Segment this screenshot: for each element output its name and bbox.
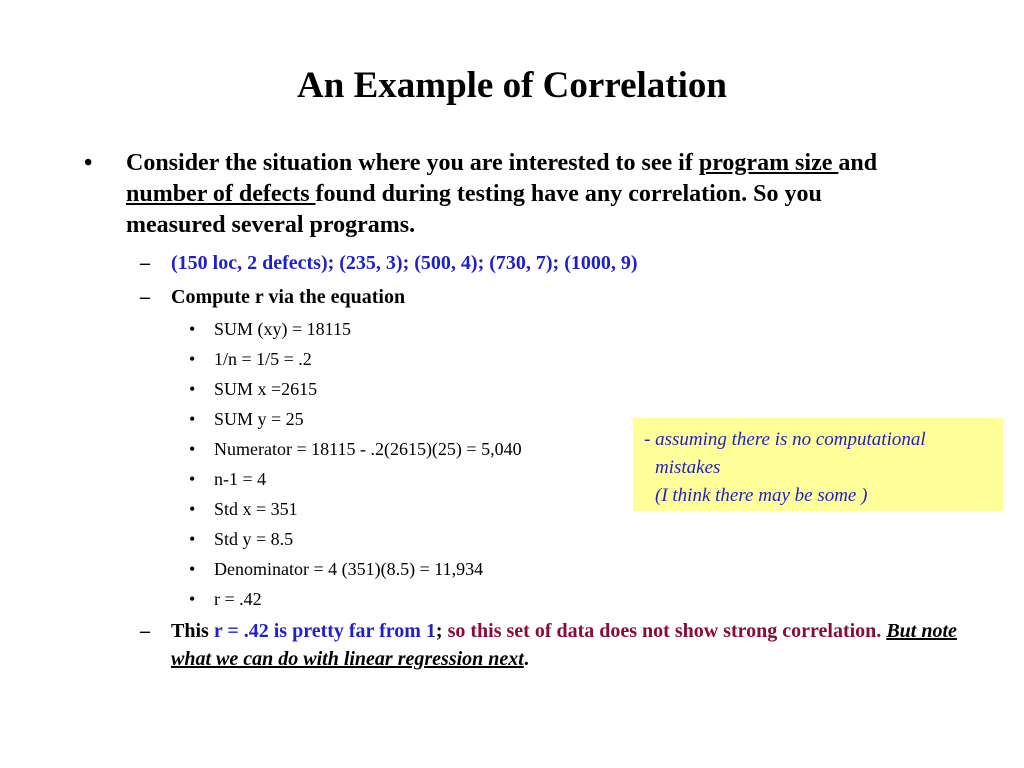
list-item-text: 1/n = 1/5 = .2 [214, 349, 312, 369]
data-points-text: (150 loc, 2 defects); (235, 3); (500, 4); (730, 7); (1000, 9) [171, 252, 638, 274]
list-item-text: SUM (xy) = 18115 [214, 319, 351, 339]
callout-line-2: mistakes [655, 457, 721, 478]
dot-marker: • [189, 319, 196, 339]
dot-marker: • [189, 379, 196, 399]
list-item-text: SUM y = 25 [214, 409, 304, 429]
dot-marker: • [189, 529, 196, 549]
no-strong-correlation-text: so this set of data does not show strong correlation. [447, 620, 887, 642]
list-item-text: Std x = 351 [214, 499, 298, 519]
dash-marker: – [140, 620, 150, 642]
callout-line-1: - assuming there is no computational [644, 429, 926, 450]
dot-marker: • [189, 469, 196, 489]
main-bullet-text [126, 148, 926, 241]
list-item-text: r = .42 [214, 589, 262, 609]
bullet-text-part1: Consider the situation where you are interested to see if [126, 150, 699, 176]
list-item-text: SUM x =2615 [214, 379, 318, 399]
compute-r-text: Compute r via the equation [171, 286, 406, 308]
dash-marker: – [140, 286, 150, 308]
list-item-text: n-1 = 4 [214, 469, 267, 489]
slide-title: An Example of Correlation [297, 65, 727, 106]
callout-note [633, 418, 1003, 511]
bullet-text-part3: found during testing have any correlation. So you measured several programs. [126, 181, 822, 238]
dot-marker: • [189, 589, 196, 609]
dot-marker: • [189, 349, 196, 369]
regression-note: But note what we can do with linear regression next [171, 620, 957, 670]
bullet-marker: • [84, 150, 93, 176]
callout-line-3: (I think there may be some ) [655, 485, 868, 506]
list-item-text: Numerator = 18115 - .2(2615)(25) = 5,040 [214, 439, 522, 459]
dot-marker: • [189, 559, 196, 579]
bullet-text-part2: and [838, 150, 878, 176]
conclusion-period: . [523, 648, 529, 670]
conclusion-semicolon: ; [435, 620, 448, 642]
list-item-text: Denominator = 4 (351)(8.5) = 11,934 [214, 559, 484, 579]
dot-marker: • [189, 499, 196, 519]
r-value-statement: r = .42 is pretty far from 1 [213, 620, 436, 642]
conclusion-text [171, 617, 971, 673]
underlined-number-of-defects: number of defects [126, 181, 316, 207]
dot-marker: • [189, 409, 196, 429]
dot-marker: • [189, 439, 196, 459]
dash-marker: – [140, 252, 150, 274]
list-item-text: Std y = 8.5 [214, 529, 294, 549]
underlined-program-size: program size [698, 150, 839, 176]
conclusion-this: This [171, 620, 214, 642]
